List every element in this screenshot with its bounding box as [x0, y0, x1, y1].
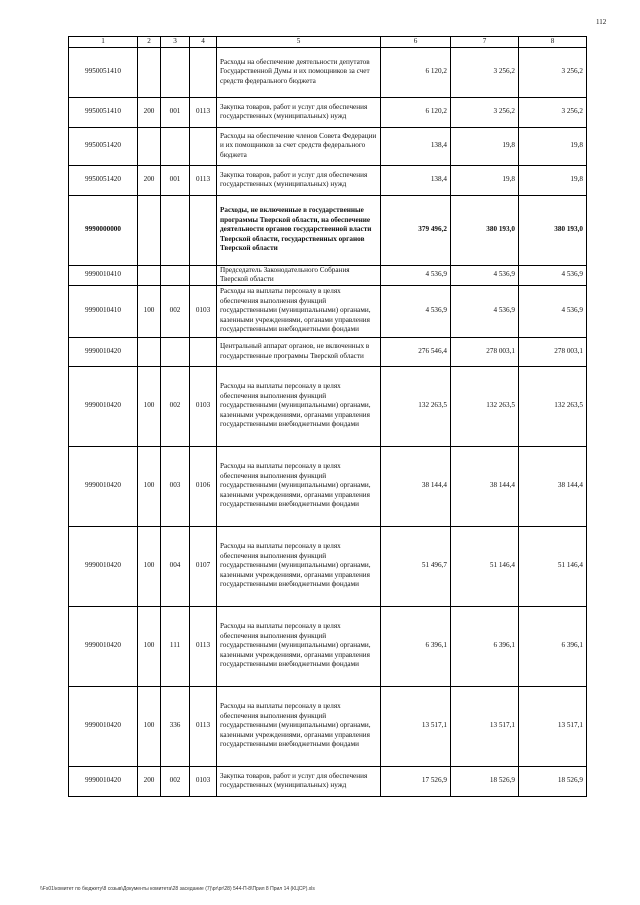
budget-table	[68, 36, 587, 797]
section-cell: 0103	[190, 285, 217, 337]
amount-cell: 38 144,4	[381, 446, 451, 526]
target-code-cell: 9950051410	[69, 97, 138, 127]
amount-cell: 51 146,4	[451, 526, 519, 606]
department-cell: 004	[161, 526, 190, 606]
amount-cell: 4 536,9	[519, 285, 587, 337]
department-cell: 002	[161, 285, 190, 337]
target-code-cell: 9990010420	[69, 686, 138, 766]
amount-cell: 4 536,9	[381, 285, 451, 337]
target-code-cell: 9950051420	[69, 127, 138, 165]
amount-cell: 51 496,7	[381, 526, 451, 606]
section-cell: 0106	[190, 446, 217, 526]
file-path-footer: \\Fs01\комитет по бюджету\8 созыв\Документы комитета\28 заседание (7)\pr\pr\28) 544-П-8\Прил 8 Прил 14 (КЦСР).xls	[40, 886, 315, 892]
description-cell: Закупка товаров, работ и услуг для обеспечения государственных (муниципальных) нужд	[217, 766, 381, 796]
target-code-cell: 9990010420	[69, 446, 138, 526]
expense-type-cell: 100	[138, 285, 161, 337]
target-code-cell: 9990010420	[69, 366, 138, 446]
description-cell: Закупка товаров, работ и услуг для обеспечения государственных (муниципальных) нужд	[217, 97, 381, 127]
table-row	[69, 337, 587, 366]
amount-cell: 18 526,9	[451, 766, 519, 796]
description-cell: Расходы на выплаты персоналу в целях обеспечения выполнения функций государственными (муниципальными) органами, казенными учреждениями, органами управления государственными внебюджетными фондами	[217, 366, 381, 446]
table-row	[69, 606, 587, 686]
description-cell: Расходы на обеспечение деятельности депутатов Государственной Думы и их помощников за счет средств федерального бюджета	[217, 47, 381, 97]
amount-cell: 132 263,5	[519, 366, 587, 446]
department-cell: 002	[161, 366, 190, 446]
amount-cell: 17 526,9	[381, 766, 451, 796]
section-cell	[190, 337, 217, 366]
description-cell: Расходы на выплаты персоналу в целях обеспечения выполнения функций государственными (муниципальными) органами, казенными учреждениями, органами управления государственными внебюджетными фондами	[217, 606, 381, 686]
expense-type-cell: 100	[138, 366, 161, 446]
department-cell	[161, 195, 190, 265]
target-code-cell: 9990010410	[69, 265, 138, 285]
amount-cell: 132 263,5	[381, 366, 451, 446]
amount-cell: 19,8	[519, 127, 587, 165]
expense-type-cell: 100	[138, 526, 161, 606]
expense-type-cell	[138, 195, 161, 265]
amount-cell: 379 496,2	[381, 195, 451, 265]
expense-type-cell: 100	[138, 606, 161, 686]
amount-cell: 13 517,1	[519, 686, 587, 766]
description-cell: Закупка товаров, работ и услуг для обеспечения государственных (муниципальных) нужд	[217, 165, 381, 195]
department-cell	[161, 47, 190, 97]
amount-cell: 19,8	[451, 165, 519, 195]
expense-type-cell: 100	[138, 446, 161, 526]
page-number: 112	[596, 18, 607, 26]
department-cell	[161, 127, 190, 165]
table-row	[69, 446, 587, 526]
description-cell: Расходы на обеспечение членов Совета Федерации и их помощников за счет средств федерального бюджета	[217, 127, 381, 165]
description-cell: Расходы на выплаты персоналу в целях обеспечения выполнения функций государственными (муниципальными) органами, казенными учреждениями, органами управления государственными внебюджетными фондами	[217, 446, 381, 526]
department-cell	[161, 337, 190, 366]
amount-cell: 51 146,4	[519, 526, 587, 606]
column-header: 1	[69, 37, 138, 48]
amount-cell: 3 256,2	[451, 97, 519, 127]
section-cell: 0107	[190, 526, 217, 606]
target-code-cell: 9990000000	[69, 195, 138, 265]
expense-type-cell: 100	[138, 686, 161, 766]
column-header: 6	[381, 37, 451, 48]
section-cell: 0103	[190, 766, 217, 796]
amount-cell: 3 256,2	[451, 47, 519, 97]
column-header: 8	[519, 37, 587, 48]
amount-cell: 4 536,9	[451, 285, 519, 337]
amount-cell: 4 536,9	[451, 265, 519, 285]
amount-cell: 6 120,2	[381, 47, 451, 97]
description-cell: Председатель Законодательного Собрания Тверской области	[217, 265, 381, 285]
amount-cell: 380 193,0	[451, 195, 519, 265]
section-cell: 0113	[190, 606, 217, 686]
description-cell: Расходы на выплаты персоналу в целях обеспечения выполнения функций государственными (муниципальными) органами, казенными учреждениями, органами управления государственными внебюджетными фондами	[217, 526, 381, 606]
target-code-cell: 9990010420	[69, 337, 138, 366]
target-code-cell: 9990010420	[69, 606, 138, 686]
description-cell: Расходы, не включенные в государственные программы Тверской области, на обеспечение деятельности органов государственной власти Тверской области, государственных органов Тверской области	[217, 195, 381, 265]
expense-type-cell: 200	[138, 97, 161, 127]
column-header: 4	[190, 37, 217, 48]
department-cell: 111	[161, 606, 190, 686]
section-cell	[190, 265, 217, 285]
amount-cell: 3 256,2	[519, 47, 587, 97]
amount-cell: 19,8	[519, 165, 587, 195]
table-row	[69, 97, 587, 127]
expense-type-cell	[138, 47, 161, 97]
department-cell: 003	[161, 446, 190, 526]
description-cell: Центральный аппарат органов, не включенных в государственные программы Тверской области	[217, 337, 381, 366]
section-cell	[190, 127, 217, 165]
amount-cell: 132 263,5	[451, 366, 519, 446]
section-cell: 0113	[190, 686, 217, 766]
table-row	[69, 265, 587, 285]
amount-cell: 13 517,1	[381, 686, 451, 766]
expense-type-cell	[138, 337, 161, 366]
table-row	[69, 686, 587, 766]
table-body	[69, 47, 587, 796]
table-row	[69, 47, 587, 97]
department-cell: 002	[161, 766, 190, 796]
amount-cell: 278 003,1	[451, 337, 519, 366]
expense-type-cell	[138, 127, 161, 165]
table-row	[69, 127, 587, 165]
table-row	[69, 165, 587, 195]
amount-cell: 4 536,9	[519, 265, 587, 285]
target-code-cell: 9950051420	[69, 165, 138, 195]
section-cell: 0103	[190, 366, 217, 446]
header-row	[69, 37, 587, 48]
column-header: 2	[138, 37, 161, 48]
section-cell	[190, 47, 217, 97]
amount-cell: 6 120,2	[381, 97, 451, 127]
description-cell: Расходы на выплаты персоналу в целях обеспечения выполнения функций государственными (муниципальными) органами, казенными учреждениями, органами управления государственными внебюджетными фондами	[217, 686, 381, 766]
table-row	[69, 366, 587, 446]
amount-cell: 6 396,1	[381, 606, 451, 686]
amount-cell: 6 396,1	[519, 606, 587, 686]
amount-cell: 3 256,2	[519, 97, 587, 127]
amount-cell: 380 193,0	[519, 195, 587, 265]
target-code-cell: 9990010410	[69, 285, 138, 337]
amount-cell: 19,8	[451, 127, 519, 165]
table-row	[69, 766, 587, 796]
target-code-cell: 9950051410	[69, 47, 138, 97]
department-cell: 336	[161, 686, 190, 766]
amount-cell: 138,4	[381, 165, 451, 195]
department-cell: 001	[161, 165, 190, 195]
expense-type-cell	[138, 265, 161, 285]
target-code-cell: 9990010420	[69, 526, 138, 606]
amount-cell: 18 526,9	[519, 766, 587, 796]
amount-cell: 38 144,4	[451, 446, 519, 526]
amount-cell: 38 144,4	[519, 446, 587, 526]
table-row	[69, 195, 587, 265]
column-header: 7	[451, 37, 519, 48]
amount-cell: 6 396,1	[451, 606, 519, 686]
amount-cell: 13 517,1	[451, 686, 519, 766]
description-cell: Расходы на выплаты персоналу в целях обеспечения выполнения функций государственными (муниципальными) органами, казенными учреждениями, органами управления государственными внебюджетными фондами	[217, 285, 381, 337]
amount-cell: 138,4	[381, 127, 451, 165]
table-row	[69, 526, 587, 606]
section-cell: 0113	[190, 165, 217, 195]
target-code-cell: 9990010420	[69, 766, 138, 796]
amount-cell: 4 536,9	[381, 265, 451, 285]
table-row	[69, 285, 587, 337]
amount-cell: 278 003,1	[519, 337, 587, 366]
department-cell	[161, 265, 190, 285]
section-cell: 0113	[190, 97, 217, 127]
column-header: 5	[217, 37, 381, 48]
column-header: 3	[161, 37, 190, 48]
department-cell: 001	[161, 97, 190, 127]
section-cell	[190, 195, 217, 265]
expense-type-cell: 200	[138, 766, 161, 796]
amount-cell: 276 546,4	[381, 337, 451, 366]
expense-type-cell: 200	[138, 165, 161, 195]
